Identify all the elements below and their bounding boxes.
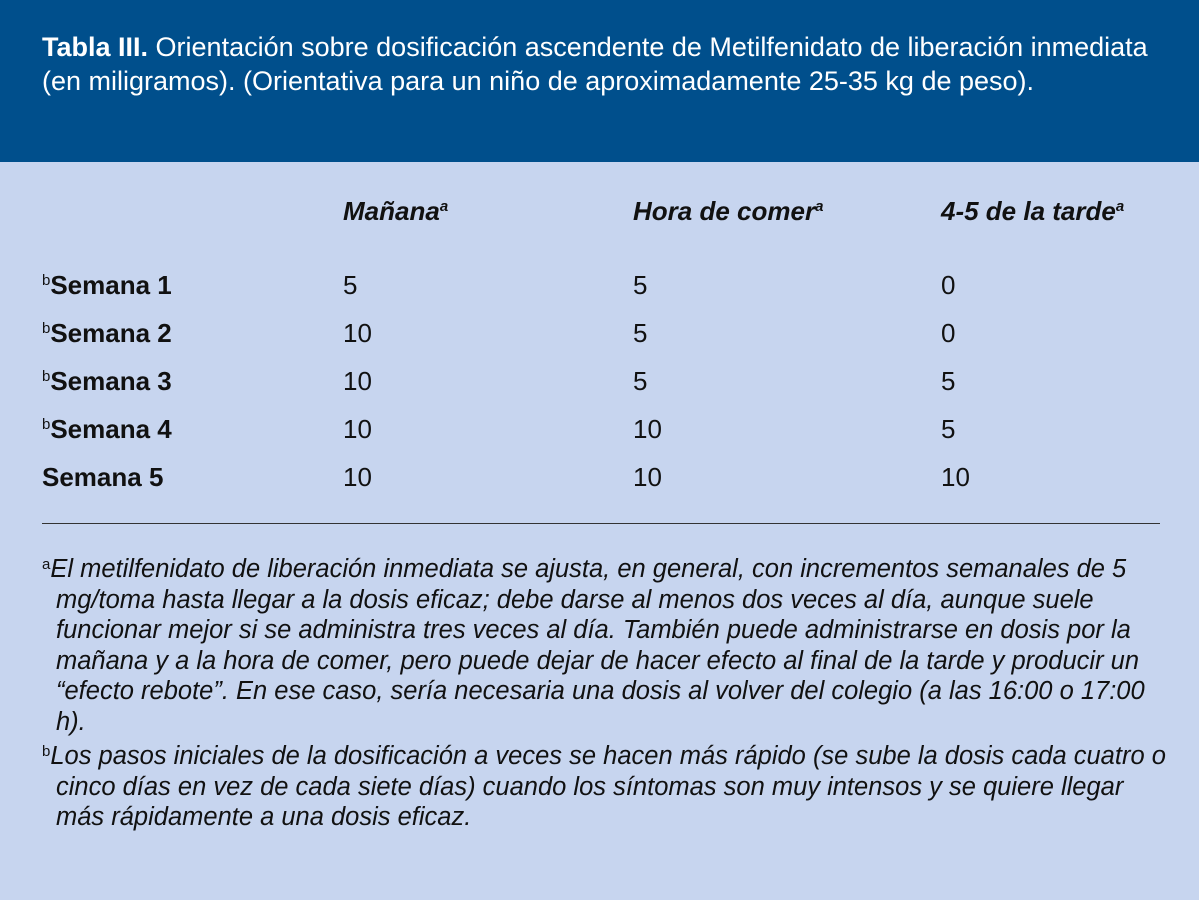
table-row	[0, 318, 1199, 366]
table-caption	[0, 0, 1199, 162]
footnote-text: El metilfenidato de liberación inmediata se ajusta, en general, con incrementos semanales de 5 mg/toma hasta llegar a la dosis eficaz; debe darse al menos dos veces al día, aunque suele funcionar mejor si se administra tres veces al día. También puede administrarse en dosis por la mañana y a la hora de comer, pero puede dejar de hacer efecto al final de la tarde y producir un “efecto rebote”. En ese caso, sería necesaria una dosis al volver del colegio (a las 16:00 o 17:00 h).	[50, 555, 1145, 736]
footnotes	[42, 550, 1167, 833]
cell-hora-de-comer: 10	[633, 414, 662, 444]
cell-manana: 10	[343, 366, 372, 396]
cell-tarde: 5	[941, 366, 956, 396]
row-label: $^b$Semana 2	[42, 318, 172, 348]
table-row	[0, 366, 1199, 414]
row-label: $^b$Semana 1	[42, 270, 172, 300]
cell-tarde: 0	[941, 318, 956, 348]
cell-hora-de-comer: 5	[633, 270, 648, 300]
footnote-marker-b: b	[42, 272, 51, 289]
footnote-marker-b: b	[42, 320, 51, 337]
cell-manana: 5	[343, 270, 358, 300]
cell-manana: 10	[343, 462, 372, 492]
footnote-marker-a: a	[439, 198, 449, 215]
table-row	[0, 270, 1199, 318]
row-label: Semana 5	[42, 462, 164, 492]
footnote-marker-b: b	[42, 368, 51, 385]
cell-manana: 10	[343, 318, 372, 348]
footnote-marker-b: b	[42, 743, 51, 760]
cell-tarde: 10	[941, 462, 970, 492]
footnote-a	[42, 550, 1167, 737]
footnote-divider	[42, 523, 1160, 524]
column-header-tarde: 4-5 de la tarde$^a$	[941, 196, 1125, 226]
column-header-manana: Mañana$^a$	[343, 196, 449, 226]
row-label: $^b$Semana 4	[42, 414, 172, 444]
cell-hora-de-comer: 10	[633, 462, 662, 492]
cell-manana: 10	[343, 414, 372, 444]
footnote-b	[42, 737, 1167, 833]
dosage-table	[0, 162, 1199, 900]
row-label: $^b$Semana 3	[42, 366, 172, 396]
footnote-text: Los pasos iniciales de la dosificación a veces se hacen más rápido (se sube la dosis cada cuatro o cinco días en vez de cada siete días) cuando los síntomas son muy intensos y se quiere llegar más rápidamente a una dosis eficaz.	[50, 742, 1166, 831]
cell-tarde: 0	[941, 270, 956, 300]
table-number-label: Tabla III.	[42, 32, 149, 62]
cell-tarde: 5	[941, 414, 956, 444]
table-row	[0, 462, 1199, 510]
table-title: Orientación sobre dosificación ascendente de Metilfenidato de liberación inmediata (en miligramos). (Orientativa para un niño de aproximadamente 25-35 kg de peso).	[42, 32, 1148, 96]
cell-hora-de-comer: 5	[633, 366, 648, 396]
footnote-marker-a: a	[42, 556, 51, 573]
footnote-marker-a: a	[815, 198, 824, 215]
footnote-marker-b: b	[42, 416, 51, 433]
column-header-hora-de-comer: Hora de comer$^a$	[633, 196, 824, 226]
table-row	[0, 414, 1199, 462]
cell-hora-de-comer: 5	[633, 318, 648, 348]
footnote-marker-a: a	[1115, 198, 1125, 215]
